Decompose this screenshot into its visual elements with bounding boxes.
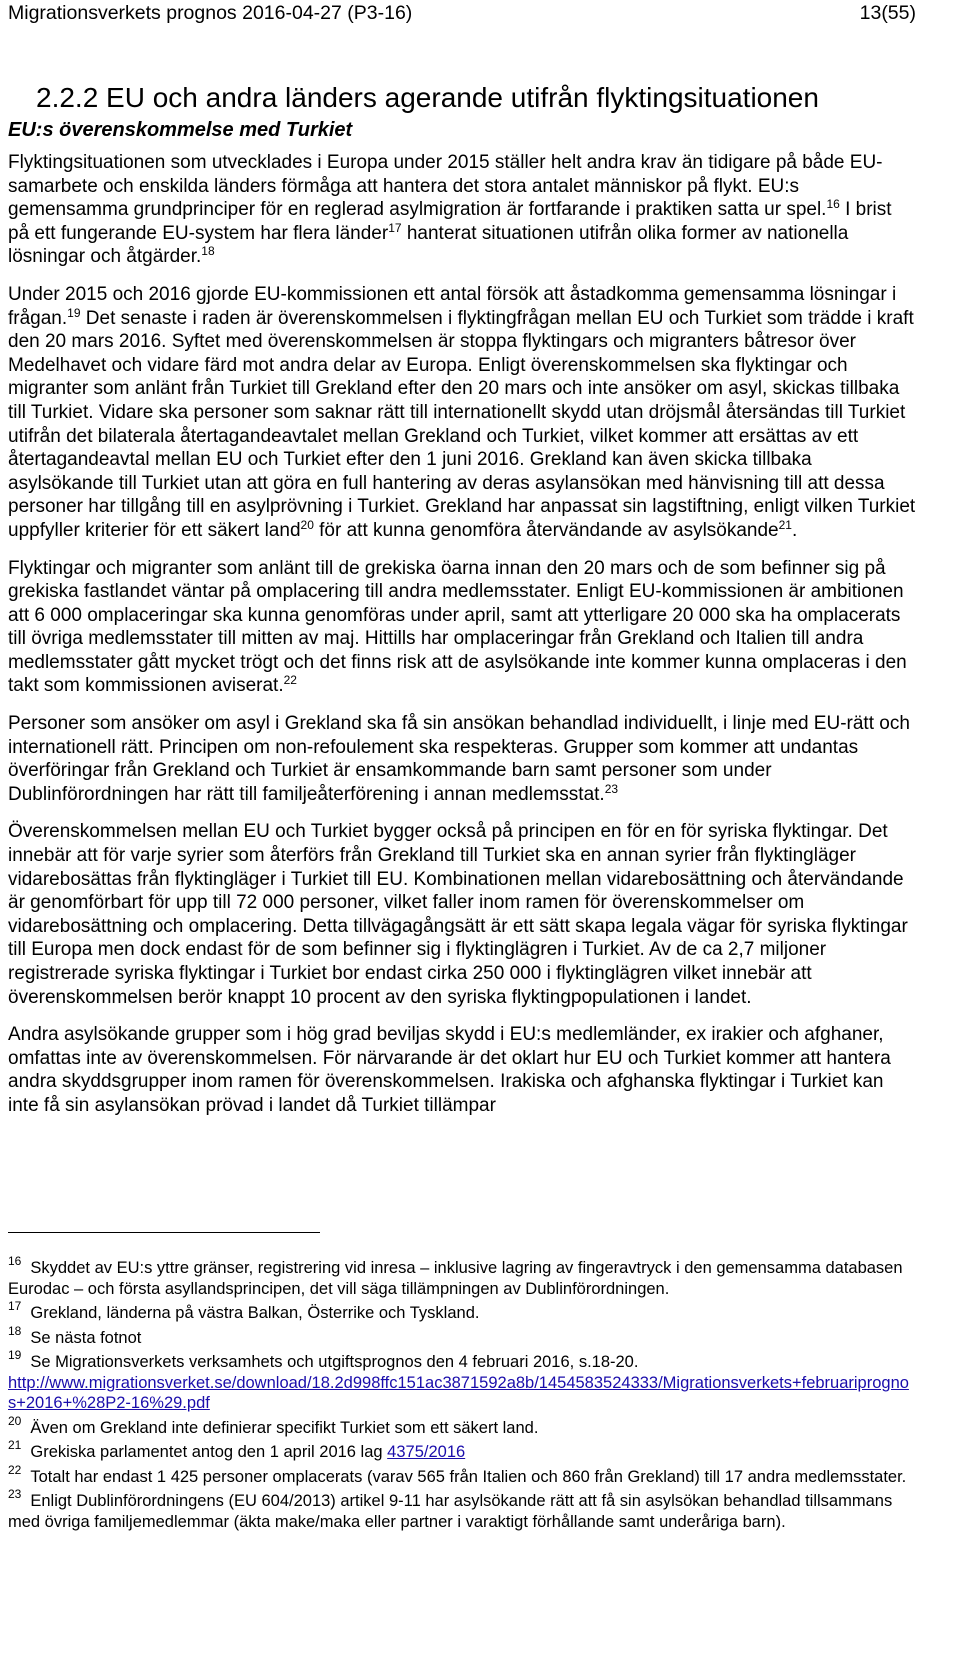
footnote-text: Se nästa fotnot (30, 1328, 142, 1347)
paragraph-1 (8, 151, 916, 269)
footnote-21 (8, 1438, 916, 1463)
paragraph-3 (8, 557, 916, 699)
footnote-number: 19 (8, 1348, 22, 1362)
footnote-ref[interactable]: 16 (826, 197, 840, 212)
paragraph-6 (8, 1023, 916, 1117)
text-run: . (791, 519, 798, 541)
footnote-text: Totalt har endast 1 425 personer omplacerats (varav 565 från Italien och 860 från Grekland) till 17 andra medlemsstater. (30, 1467, 907, 1486)
footnote-ref[interactable]: 19 (67, 305, 81, 320)
footnotes (8, 1254, 916, 1536)
text-run: Andra asylsökande grupper som i hög grad beviljas skydd i EU:s medlemländer, ex irakier och afghaner, omfattas inte av överenskommelsen. För närvarande är det oklart hur EU och Turkiet kommer att hantera andra skyddsgrupper inom ramen för överenskommelsen. Irakiska och afghanska flyktingar i Turkiet kan inte få sin asylansökan prövad i landet då Turkiet tillämpar (8, 1024, 891, 1116)
page-header (8, 0, 916, 30)
footnote-number: 17 (8, 1299, 22, 1313)
text-run: Personer som ansöker om asyl i Grekland ska få sin ansökan behandlad individuellt, i linje med EU-rätt och internationell rätt. Principen om non-refoulement ska respekteras. Grupper som kommer att undantas överföringar från Grekland och Turkiet är ensamkommande barn samt personer som under Dublinförordningen har rätt till familjeåterförening i annan medlemsstat. (8, 713, 910, 805)
footnote-number: 23 (8, 1487, 22, 1501)
footnote-number: 21 (8, 1438, 22, 1452)
section-title: 2.2.2 EU och andra länders agerande utifrån flyktingsituationen (36, 82, 819, 113)
text-run: hanterat situationen utifrån olika former av nationella lösningar och åtgärder. (8, 222, 849, 268)
footnote-18 (8, 1323, 916, 1349)
footnote-text: Enligt Dublinförordningens (EU 604/2013) artikel 9-11 har asylsökande rätt att få sin asylsökan behandlad tillsammans med övriga familjemedlemmar (äkta make/maka eller partner i varaktigt förhållande samt underåriga barn). (8, 1492, 893, 1531)
footnote-link[interactable]: 4375/2016 (387, 1443, 466, 1461)
body-text (8, 151, 916, 1118)
footnote-number: 20 (8, 1413, 22, 1428)
page-number: 13(55) (859, 2, 916, 24)
text-run: Överenskommelsen mellan EU och Turkiet bygger också på principen en för en för syriska flyktingar. Det innebär att för varje syrier som återförs från Grekland till Turkiet ska en annan syrier från flyktingläger vidarebosättas från flyktingläger i Turkiet till EU. Kombinationen mellan vidarebosättning och återvändande är genomförbart för upp till 72 000 personer, vilket faller inom ramen för överenskommelser om vidarebosättning och omplacering. Detta tillvägagångsätt är ett sätt skapa legala vägar för syriska flyktingar till Europa men dock endast för de som befinner sig i flyktinglägren i Turkiet. Av de ca 2,7 miljoner registrerade syriska flyktingar i Turkiet bor endast cirka 250 000 i flyktinglägren vilket innebär att överenskommelsen berör knappt 10 procent av den syriska flyktingpopulationen i landet. (8, 821, 908, 1008)
document-title: Migrationsverkets prognos 2016-04-27 (P3-16) (8, 2, 413, 24)
paragraph-5 (8, 820, 916, 1009)
footnote-ref[interactable]: 18 (201, 244, 215, 259)
footnote-ref[interactable]: 21 (778, 517, 792, 532)
footnote-23 (8, 1487, 916, 1532)
footnote-text: Skyddet av EU:s yttre gränser, registrering vid inresa – inklusive lagring av fingeravtryck i den gemensamma databasen Eurodac – och första asyllandsprincipen, det vill säga tillämpningen av Dublinförordningen. (8, 1259, 903, 1298)
footnote-ref[interactable]: 17 (388, 220, 402, 235)
footnote-ref[interactable]: 23 (604, 781, 619, 796)
footnote-22 (8, 1462, 916, 1488)
footnote-19 (8, 1348, 916, 1414)
paragraph-4 (8, 712, 916, 806)
footnote-number: 18 (8, 1323, 22, 1338)
footnote-ref[interactable]: 20 (300, 517, 314, 532)
footnote-16 (8, 1254, 916, 1299)
footnote-text: Grekiska parlamentet antog den 1 april 2016 lag (30, 1443, 388, 1461)
footnote-number: 22 (8, 1462, 22, 1477)
footnote-text: Se Migrationsverkets verksamhets och utgiftsprognos den 4 februari 2016, s.18-20. (30, 1353, 639, 1371)
paragraph-2 (8, 283, 916, 543)
text-run: I brist på ett fungerande EU-system har flera länder (8, 199, 892, 244)
footnote-text: Grekland, länderna på västra Balkan, Österrike och Tyskland. (30, 1304, 480, 1322)
footnote-text: Även om Grekland inte definierar specifikt Turkiet som ett säkert land. (30, 1418, 539, 1437)
footnote-link[interactable]: http://www.migrationsverket.se/download/18.2d998ffc151ac3871592a8b/1454583524333/Migrationsverkets+februariprognos+2016+%28P2-16%29.pdf (8, 1373, 909, 1412)
text-run: Flyktingar och migranter som anlänt till de grekiska öarna innan den 20 mars och de som befinner sig på grekiska fastlandet väntar på omplacering till andra medlemsstater. Enligt EU-kommissionen är ambitionen att 6 000 omplaceringar ska kunna genomföras under april, samt att ytterligare 20 000 ska ha omplacerats till övriga medlemsstater till mitten av maj. Hittills har omplaceringar från Grekland och Italien till andra medlemsstater gått mycket trögt och det finns risk att de asylsökande inte kommer kunna omplaceras i den takt som kommissionen aviserat. (8, 557, 907, 697)
subheading: EU:s överenskommelse med Turkiet (8, 119, 353, 141)
text-run: Under 2015 och 2016 gjorde EU-kommissionen ett antal försök att åstadkomma gemensamma lösningar i frågan. (8, 283, 897, 329)
footnote-ref[interactable]: 22 (283, 673, 297, 688)
text-run: Det senaste i raden är överenskommelsen i flyktingfrågan mellan EU och Turkiet som trädde i kraft den 20 mars 2016. Syftet med överenskommelsen är stoppa flyktingars och migranters båtresor över Medelhavet och vidare färd mot andra delar av Europa. Enligt överenskommelsen ska flyktingar och migranter som anlänt från Turkiet till Grekland efter den 20 mars och inte ansöker om asyl, skickas tillbaka till Turkiet. Vidare ska personer som saknar rätt till internationellt skydd utan dröjsmål återsändas till Turkiet utifrån det bilaterala återtagandeavtalet mellan Grekland och Turkiet, vilket kommer att ersättas av ett återtagandeavtal mellan EU och Turkiet efter den 1 juni 2016. Grekland kan även skicka tillbaka asylsökande till Turkiet utan att göra en full hantering av deras asylansökan med hänvisning till att dessa personer har tillgång till en asylprövning i Turkiet. Grekland har anpassat sin lagstiftning, enligt vilken Turkiet uppfyller kriterier för ett säkert land (8, 307, 916, 541)
footnote-17 (8, 1299, 916, 1324)
text-run: Flyktingsituationen som utvecklades i Europa under 2015 ställer helt andra krav än tidigare på både EU-samarbete och enskilda länders förmåga att hantera det stora antalet människor på flykt. EU:s gemensamma grundprinciper för en reglerad asylmigration är fortfarande i praktiken satta ur spel. (8, 152, 883, 221)
footnote-20 (8, 1413, 916, 1439)
text-run: för att kunna genomföra återvändande av asylsökande (313, 519, 779, 541)
footnote-separator (8, 1232, 320, 1233)
footnote-number: 16 (8, 1254, 22, 1268)
